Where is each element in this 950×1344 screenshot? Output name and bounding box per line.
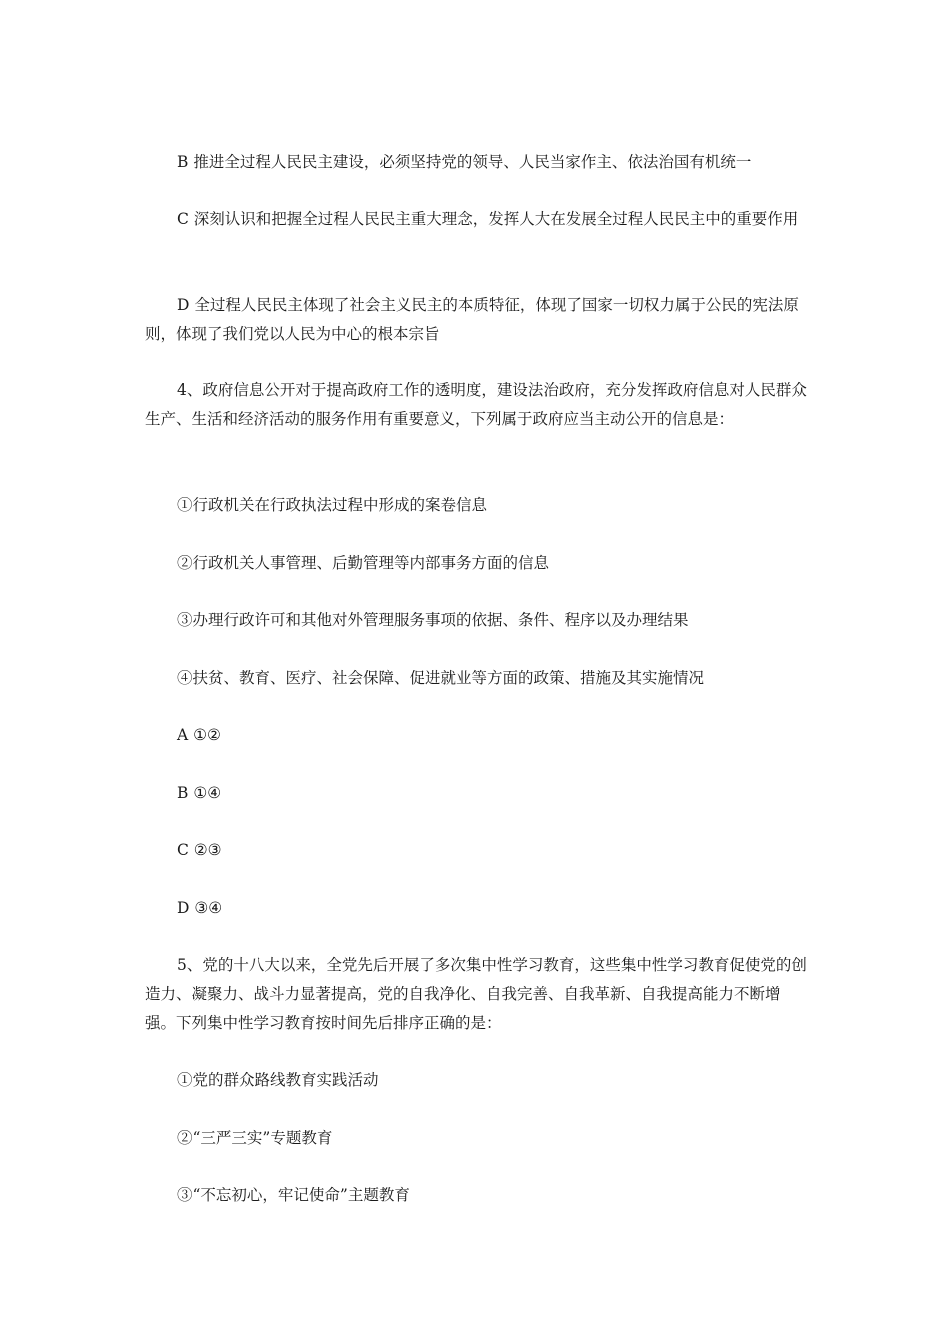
q4-item-1: ①行政机关在行政执法过程中形成的案卷信息 xyxy=(177,496,488,514)
q3-option-c: C 深刻认识和把握全过程人民民主重大理念，发挥人大在发展全过程人民民主中的重要作用 xyxy=(177,210,799,228)
q5-item-3: ③“不忘初心，牢记使命”主题教育 xyxy=(177,1186,410,1204)
q3-option-d: D 全过程人民民主体现了社会主义民主的本质特征，体现了国家一切权力属于公民的宪法原则，体现了我们党以人民为中心的根本宗旨 xyxy=(145,296,799,343)
q3-option-b: B 推进全过程人民民主建设，必须坚持党的领导、人民当家作主、依法治国有机统一 xyxy=(177,153,752,171)
q4-stem: 4、政府信息公开对于提高政府工作的透明度，建设法治政府，充分发挥政府信息对人民群众生产、生活和经济活动的服务作用有重要意义，下列属于政府应当主动公开的信息是： xyxy=(145,381,807,428)
q5-item-2: ②“三严三实”专题教育 xyxy=(177,1129,333,1147)
q4-item-4: ④扶贫、教育、医疗、社会保障、促进就业等方面的政策、措施及其实施情况 xyxy=(177,669,705,687)
q5-item-1: ①党的群众路线教育实践活动 xyxy=(177,1071,379,1089)
q4-option-a: A ①② xyxy=(177,726,221,744)
q4-option-c: C ②③ xyxy=(177,841,222,859)
q4-option-d: D ③④ xyxy=(177,899,223,917)
q4-item-3: ③办理行政许可和其他对外管理服务事项的依据、条件、程序以及办理结果 xyxy=(177,611,689,629)
q4-option-b: B ①④ xyxy=(177,784,222,802)
q4-item-2: ②行政机关人事管理、后勤管理等内部事务方面的信息 xyxy=(177,554,550,572)
q5-stem: 5、党的十八大以来，全党先后开展了多次集中性学习教育，这些集中性学习教育促使党的创造力、凝聚力、战斗力显著提高，党的自我净化、自我完善、自我革新、自我提高能力不断增强。下列集中性学习教育按时间先后排序正确的是： xyxy=(145,956,807,1032)
